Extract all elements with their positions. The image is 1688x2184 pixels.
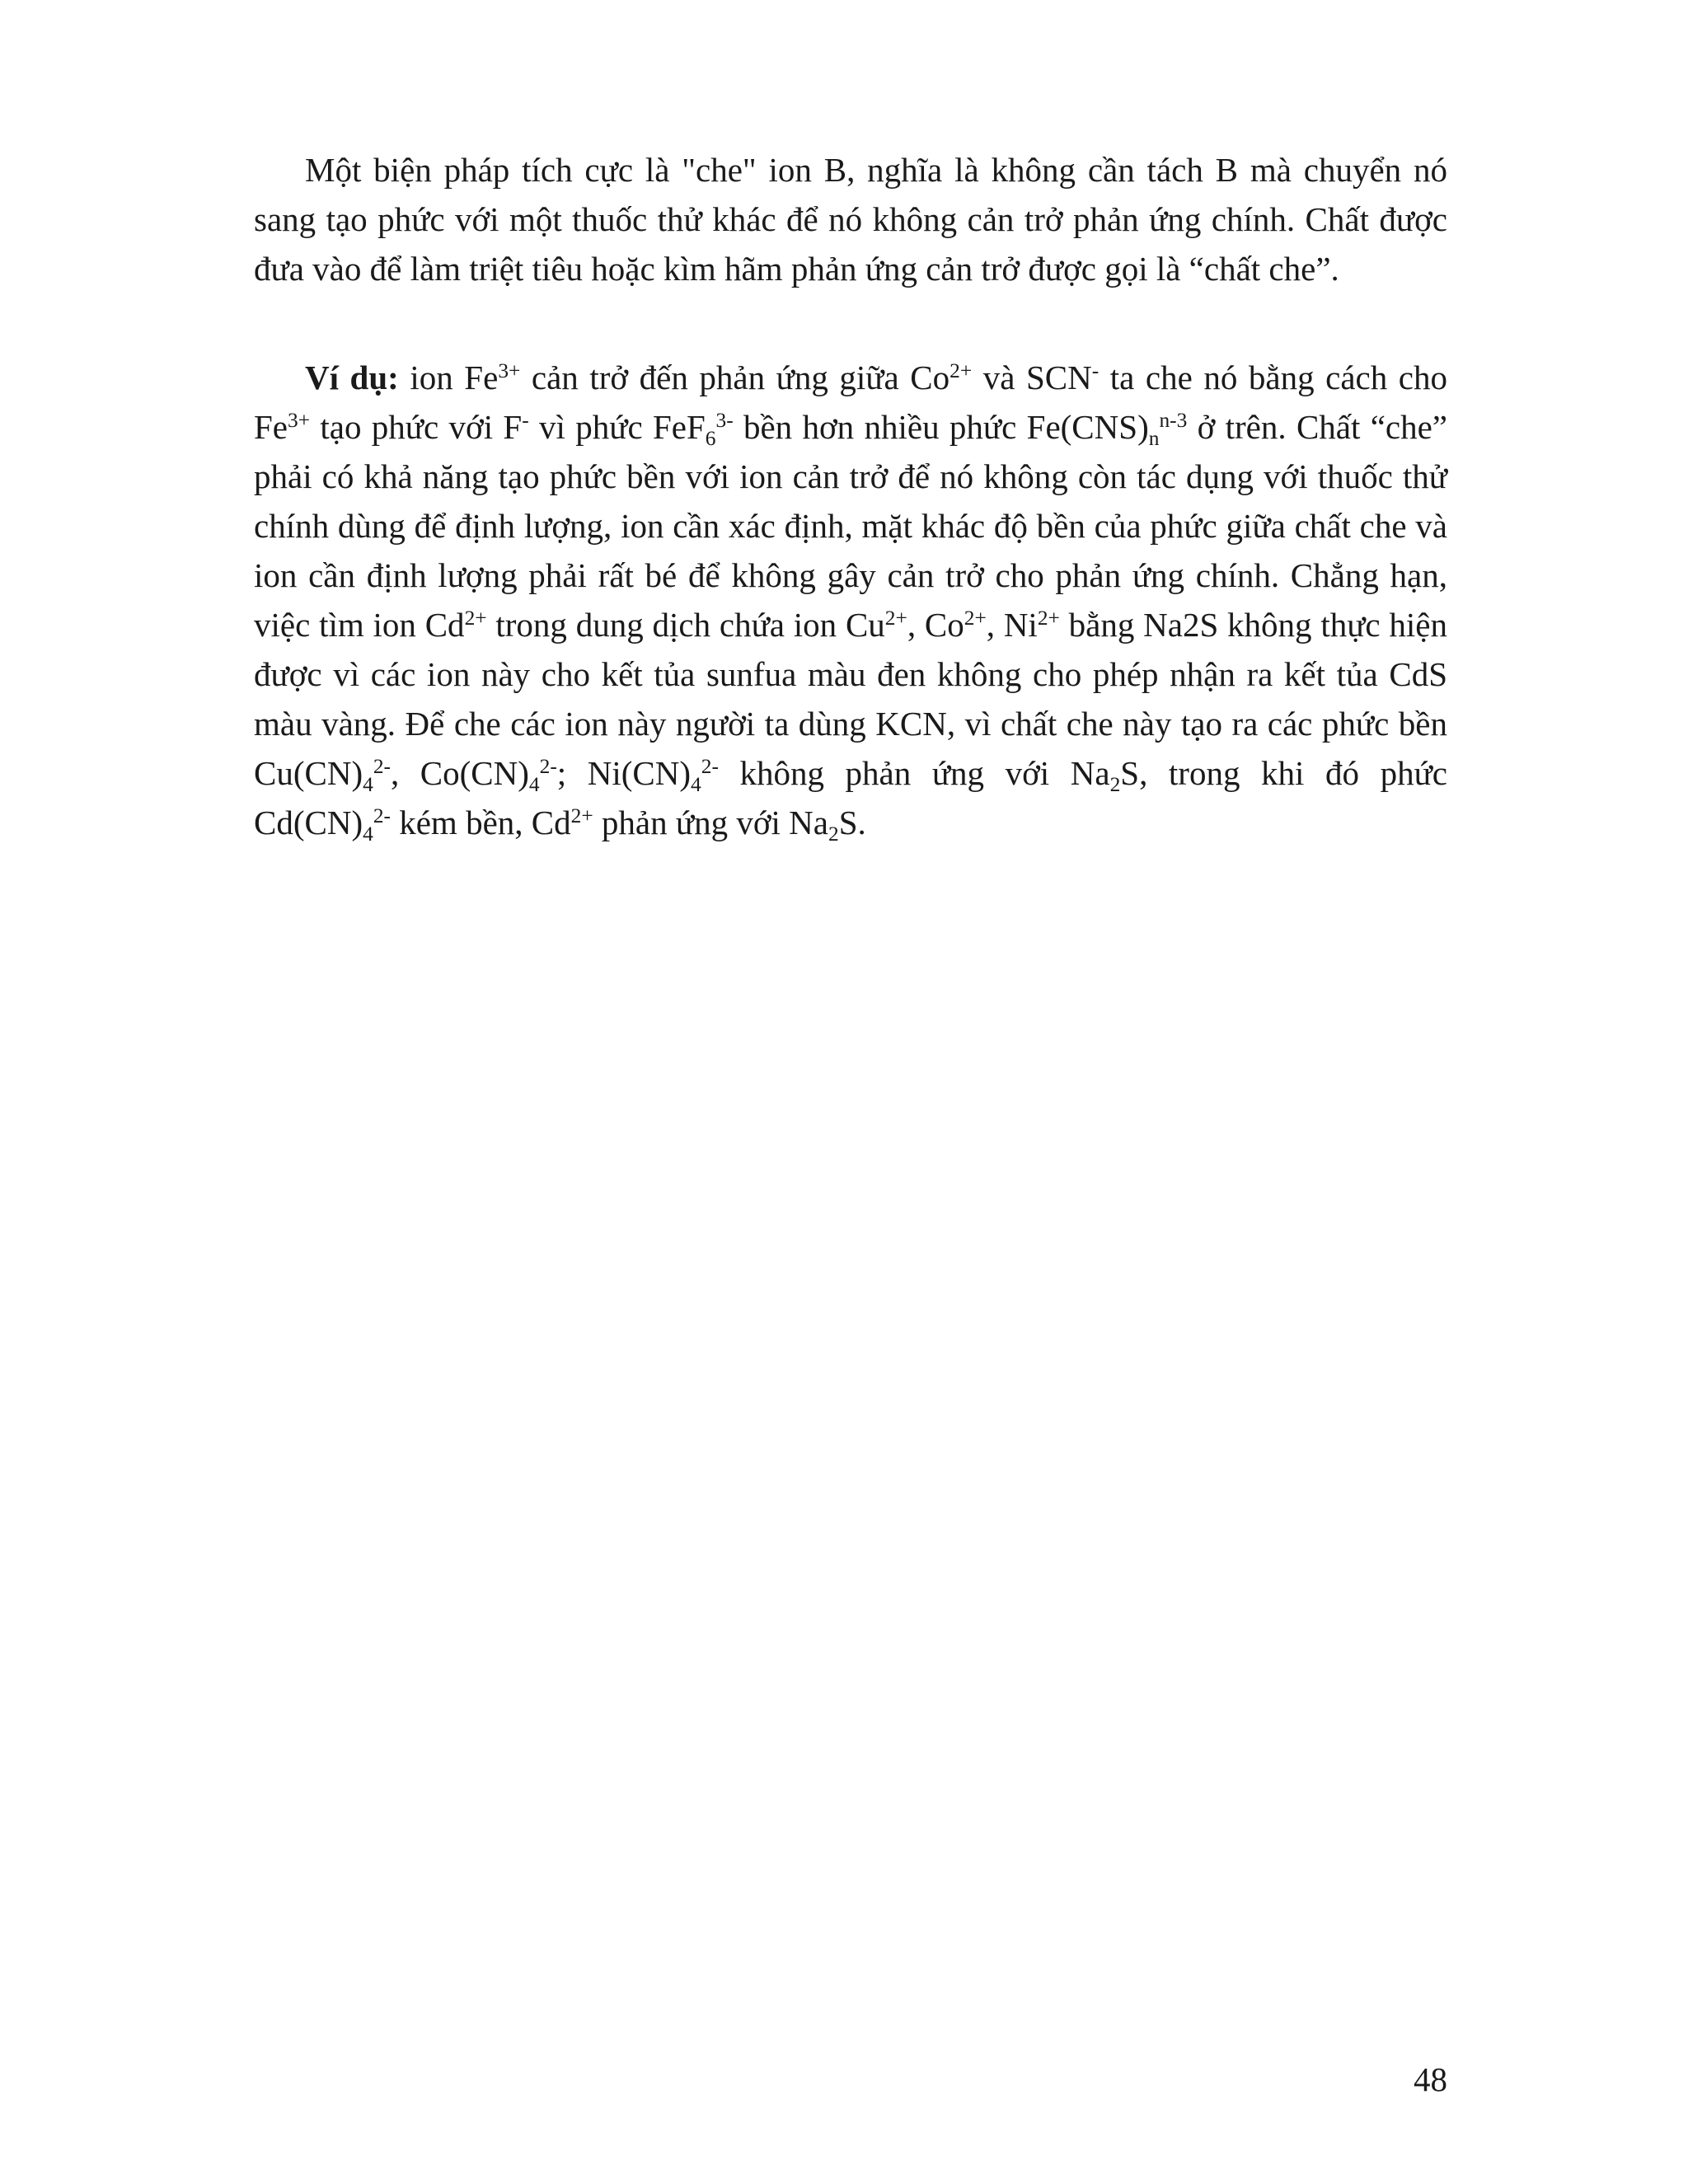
text-run: bằng Na2S không thực hiện được vì các ion này cho kết tủa sunfua màu đen không cho phép nhận ra kết tủa CdS màu vàng. Để che các ion này người ta dùng KCN, vì chất che này tạo ra các phức bền Cu(CN) (254, 606, 1447, 792)
text-run: kém bền, Cd (390, 804, 571, 841)
count-subscript: 4 (363, 772, 373, 796)
charge-superscript: 2- (701, 755, 719, 779)
paragraph-example (254, 353, 1447, 847)
charge-superscript: - (522, 409, 529, 433)
charge-superscript: 3+ (498, 359, 521, 383)
charge-superscript: 2- (373, 804, 391, 828)
text-run: không phản ứng với Na (718, 754, 1110, 792)
text-run: ; Ni(CN) (556, 754, 692, 792)
example-label: Ví dụ: (305, 359, 399, 396)
text-run: ta che nó bằng cách cho Fe (254, 359, 1447, 446)
text-run: phản ứng với Na (593, 804, 828, 841)
count-subscript: 4 (363, 822, 373, 846)
charge-superscript: 2- (373, 755, 391, 779)
text-run: vì phức FeF (528, 408, 706, 446)
count-subscript: 2 (1109, 772, 1121, 796)
paragraph-masking-intro (254, 145, 1447, 293)
count-subscript: 2 (828, 822, 839, 846)
count-subscript: 4 (528, 772, 540, 796)
body-text-block (254, 145, 1447, 293)
text-run: trong dung dịch chứa ion Cu (486, 606, 885, 644)
charge-superscript: n-3 (1159, 409, 1188, 433)
charge-superscript: 2- (539, 755, 557, 779)
text-run: bền hơn nhiều phức Fe(CNS) (733, 408, 1149, 446)
charge-superscript: 2+ (464, 607, 487, 630)
page-number: 48 (1414, 2060, 1447, 2098)
text-run: S. (838, 804, 866, 841)
text-run: cản trở đến phản ứng giữa Co (520, 359, 950, 396)
text-run: , Ni (986, 606, 1038, 644)
charge-superscript: 2+ (964, 607, 987, 630)
paragraph-1-text: Một biện pháp tích cực là "che" ion B, nghĩa là không cần tách B mà chuyển nó sang tạo phức với một thuốc thử khác để nó không cản trở phản ứng chính. Chất được đưa vào để làm triệt tiêu hoặc kìm hãm phản ứng cản trở được gọi là “chất che”. (254, 151, 1447, 288)
charge-superscript: 2+ (1037, 607, 1060, 630)
example-text-block (254, 353, 1447, 847)
text-run: ở trên. Chất “che” phải có khả năng tạo phức bền với ion cản trở để nó không còn tác dụng với thuốc thử chính dùng để định lượng, ion cần xác định, mặt khác độ bền của phức giữa chất che và ion cần định lượng phải rất bé để không gây cản trở cho phản ứng chính. Chẳng hạn, việc tìm ion Cd (254, 408, 1448, 644)
charge-superscript: 2+ (950, 359, 973, 383)
text-run: và SCN (972, 359, 1092, 396)
text-run: S, trong khi đó phức Cd(CN) (254, 754, 1447, 841)
charge-superscript: 2+ (570, 804, 593, 828)
text-run: , Co (907, 606, 964, 644)
text-run: ion Fe (398, 359, 499, 396)
text-run: , Co(CN) (390, 754, 529, 792)
charge-superscript: 3- (715, 409, 734, 433)
text-run: tạo phức với F (310, 408, 523, 446)
count-subscript: 4 (691, 772, 701, 796)
charge-superscript: 3+ (288, 409, 311, 433)
charge-superscript: 2+ (884, 607, 907, 630)
count-subscript: n (1148, 426, 1160, 450)
count-subscript: 6 (705, 426, 716, 450)
charge-superscript: - (1091, 359, 1100, 383)
